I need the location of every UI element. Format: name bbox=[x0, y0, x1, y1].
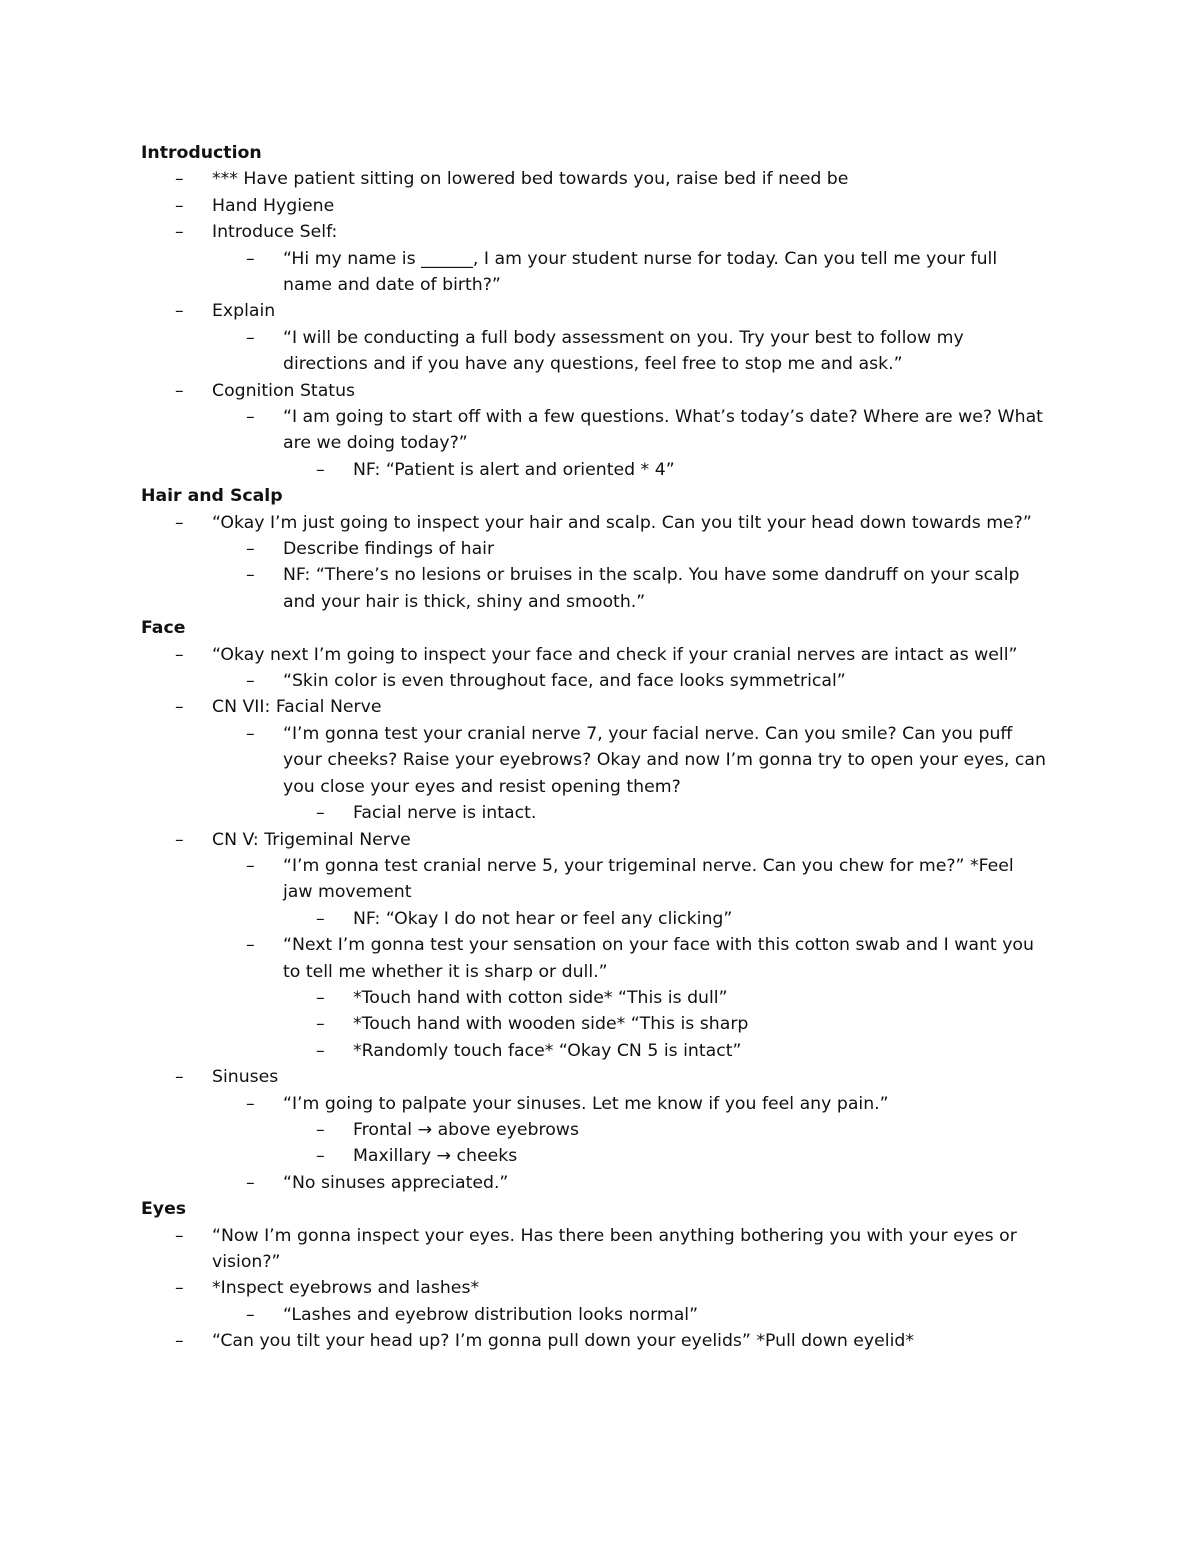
bullet-dash: – bbox=[246, 855, 255, 876]
outline-item-level-2 bbox=[141, 325, 1046, 378]
outline-item-level-2 bbox=[141, 932, 1046, 985]
bullet-dash: – bbox=[246, 539, 255, 560]
bullet-dash: – bbox=[246, 248, 255, 269]
bullet-dash: – bbox=[316, 1014, 325, 1035]
outline-item-level-1 bbox=[141, 1328, 1046, 1354]
outline-item-level-2 bbox=[141, 1302, 1046, 1328]
outline-item-level-1 bbox=[141, 166, 1046, 192]
outline-item-text: Facial nerve is intact. bbox=[353, 803, 537, 824]
section-heading: Face bbox=[141, 618, 186, 639]
bullet-dash: – bbox=[175, 1331, 184, 1352]
outline-item-text: “I am going to start off with a few questions. What’s today’s date? Where are we? What are we doing today?” bbox=[283, 407, 1043, 454]
outline-item-text: *Touch hand with wooden side* “This is sharp bbox=[353, 1014, 749, 1035]
bullet-dash: – bbox=[246, 327, 255, 348]
bullet-dash: – bbox=[175, 829, 184, 850]
outline-item-level-1 bbox=[141, 1064, 1046, 1090]
outline-item-text: “No sinuses appreciated.” bbox=[283, 1172, 509, 1193]
outline-item-text: NF: “There’s no lesions or bruises in the scalp. You have some dandruff on your scalp and your hair is thick, shiny and smooth.” bbox=[283, 565, 1020, 612]
outline-item-text: *Touch hand with cotton side* “This is dull” bbox=[353, 987, 728, 1008]
outline-item-level-1 bbox=[141, 378, 1046, 404]
outline-item-level-3 bbox=[141, 1011, 1046, 1037]
bullet-dash: – bbox=[246, 1093, 255, 1114]
outline-item-level-1 bbox=[141, 694, 1046, 720]
outline-item-level-2 bbox=[141, 536, 1046, 562]
section-heading: Eyes bbox=[141, 1199, 187, 1220]
outline-item-text: Introduce Self: bbox=[212, 222, 338, 243]
outline-item-level-2 bbox=[141, 562, 1046, 615]
bullet-dash: – bbox=[175, 195, 184, 216]
outline-item-text: *Randomly touch face* “Okay CN 5 is intact” bbox=[353, 1040, 742, 1061]
bullet-dash: – bbox=[246, 671, 255, 692]
bullet-dash: – bbox=[316, 987, 325, 1008]
outline-item-level-1 bbox=[141, 510, 1046, 536]
bullet-dash: – bbox=[246, 407, 255, 428]
outline-item-text: Maxillary → cheeks bbox=[353, 1146, 518, 1167]
outline-item-text: Frontal → above eyebrows bbox=[353, 1119, 579, 1140]
outline-item-level-2 bbox=[141, 668, 1046, 694]
outline-item-text: Sinuses bbox=[212, 1067, 279, 1088]
outline-item-text: “Now I’m gonna inspect your eyes. Has there been anything bothering you with your eyes or vision?” bbox=[212, 1225, 1017, 1272]
outline-item-level-2 bbox=[141, 1170, 1046, 1196]
document-body bbox=[141, 140, 1046, 1355]
outline-item-text: “Can you tilt your head up? I’m gonna pull down your eyelids” *Pull down eyelid* bbox=[212, 1331, 914, 1352]
bullet-dash: – bbox=[175, 380, 184, 401]
outline-item-level-1 bbox=[141, 1275, 1046, 1301]
outline-item-level-2 bbox=[141, 853, 1046, 906]
outline-item-level-3 bbox=[141, 457, 1046, 483]
outline-item-text: Explain bbox=[212, 301, 276, 322]
section-heading: Introduction bbox=[141, 143, 262, 163]
outline-item-level-3 bbox=[141, 800, 1046, 826]
outline-item-level-1 bbox=[141, 642, 1046, 668]
outline-item-text: NF: “Okay I do not hear or feel any clicking” bbox=[353, 908, 733, 929]
section-heading: Hair and Scalp bbox=[141, 486, 283, 507]
bullet-dash: – bbox=[316, 1119, 325, 1140]
bullet-dash: – bbox=[175, 697, 184, 718]
outline-item-text: “Lashes and eyebrow distribution looks normal” bbox=[283, 1304, 699, 1325]
outline-item-level-2 bbox=[141, 404, 1046, 457]
bullet-dash: – bbox=[175, 644, 184, 665]
bullet-dash: – bbox=[246, 1172, 255, 1193]
outline-item-level-1 bbox=[141, 827, 1046, 853]
bullet-dash: – bbox=[316, 908, 325, 929]
outline-item-text: “I will be conducting a full body assessment on you. Try your best to follow my directions and if you have any questions, feel free to stop me and ask.” bbox=[283, 327, 964, 375]
outline-item-level-1 bbox=[141, 298, 1046, 324]
outline-item-text: “Okay I’m just going to inspect your hair and scalp. Can you tilt your head down towards me?” bbox=[212, 512, 1032, 533]
outline-item-text: CN V: Trigeminal Nerve bbox=[212, 829, 411, 850]
outline-item-level-2 bbox=[141, 1091, 1046, 1117]
outline-item-text: NF: “Patient is alert and oriented * 4” bbox=[353, 459, 675, 480]
outline-item-level-2 bbox=[141, 721, 1046, 800]
bullet-dash: – bbox=[316, 459, 325, 480]
bullet-dash: – bbox=[246, 565, 255, 586]
outline-item-text: “Okay next I’m going to inspect your face and check if your cranial nerves are intact as well” bbox=[212, 644, 1018, 665]
outline-item-level-1 bbox=[141, 1223, 1046, 1276]
outline-item-level-3 bbox=[141, 1143, 1046, 1169]
outline-item-text: “I’m going to palpate your sinuses. Let me know if you feel any pain.” bbox=[283, 1093, 889, 1114]
bullet-dash: – bbox=[175, 1278, 184, 1299]
bullet-dash: – bbox=[246, 1304, 255, 1325]
outline-item-level-3 bbox=[141, 1038, 1046, 1064]
bullet-dash: – bbox=[175, 301, 184, 322]
bullet-dash: – bbox=[175, 169, 184, 190]
bullet-dash: – bbox=[175, 1225, 184, 1246]
bullet-dash: – bbox=[175, 512, 184, 533]
outline-item-level-1 bbox=[141, 193, 1046, 219]
bullet-dash: – bbox=[246, 723, 255, 744]
bullet-dash: – bbox=[246, 935, 255, 956]
outline-item-text: “Hi my name is ______, I am your student nurse for today. Can you tell me your full name and date of birth?” bbox=[283, 248, 998, 296]
bullet-dash: – bbox=[316, 1146, 325, 1167]
bullet-dash: – bbox=[175, 222, 184, 243]
bullet-dash: – bbox=[175, 1067, 184, 1088]
outline-item-level-3 bbox=[141, 1117, 1046, 1143]
bullet-dash: – bbox=[316, 803, 325, 824]
outline-item-level-1 bbox=[141, 219, 1046, 245]
outline-item-level-3 bbox=[141, 985, 1046, 1011]
outline-item-text: Describe findings of hair bbox=[283, 539, 495, 560]
outline-item-text: *Inspect eyebrows and lashes* bbox=[212, 1278, 480, 1299]
outline-item-level-3 bbox=[141, 906, 1046, 932]
outline-item-text: “Next I’m gonna test your sensation on your face with this cotton swab and I want you to tell me whether it is sharp or dull.” bbox=[283, 935, 1034, 982]
outline-item-text: Hand Hygiene bbox=[212, 195, 335, 216]
outline-item-text: *** Have patient sitting on lowered bed towards you, raise bed if need be bbox=[212, 169, 849, 190]
outline-item-text: “Skin color is even throughout face, and face looks symmetrical” bbox=[283, 671, 846, 692]
outline-item-text: CN VII: Facial Nerve bbox=[212, 697, 382, 718]
outline-item-level-2 bbox=[141, 246, 1046, 299]
outline-item-text: Cognition Status bbox=[212, 380, 356, 401]
outline-item-text: “I’m gonna test your cranial nerve 7, your facial nerve. Can you smile? Can you puff your cheeks? Raise your eyebrows? Okay and now I’m gonna try to open your eyes, can you close your eyes and resist opening them? bbox=[283, 723, 1046, 797]
bullet-dash: – bbox=[316, 1040, 325, 1061]
outline-item-text: “I’m gonna test cranial nerve 5, your trigeminal nerve. Can you chew for me?” *Feel jaw movement bbox=[283, 855, 1014, 903]
